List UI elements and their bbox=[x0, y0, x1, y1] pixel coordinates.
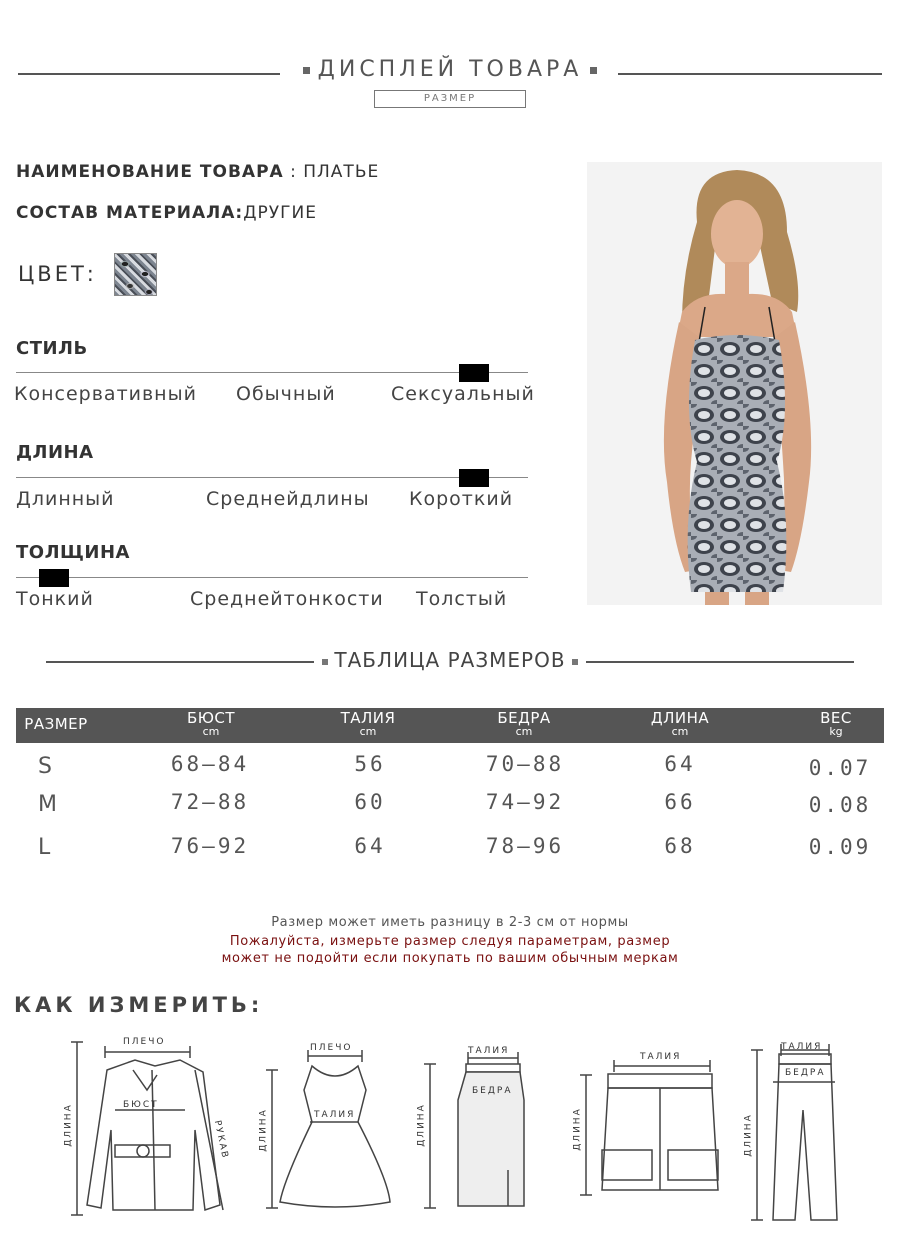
label-length: ДЛИНА bbox=[572, 1107, 583, 1151]
size-table-title bbox=[0, 648, 900, 672]
label-sleeve: РУКАВ bbox=[211, 1119, 230, 1161]
label-shoulder: ПЛЕЧО bbox=[310, 1043, 353, 1053]
label-bust: БЮСТ bbox=[123, 1100, 159, 1110]
bullet-square-icon bbox=[590, 67, 597, 74]
label-length: ДЛИНА bbox=[63, 1103, 74, 1147]
scale-line-thickness bbox=[16, 577, 528, 578]
scale-option-thick: Толстый bbox=[416, 588, 508, 610]
header-bust-unit: cm bbox=[202, 725, 220, 738]
bullet-square-icon bbox=[322, 659, 328, 665]
header-bust bbox=[161, 708, 261, 743]
header-waist bbox=[318, 708, 418, 743]
header-waist-label: ТАЛИЯ bbox=[340, 709, 396, 727]
label-waist: ТАЛИЯ bbox=[468, 1046, 510, 1056]
label-length: ДЛИНА bbox=[416, 1103, 427, 1147]
material-row bbox=[16, 203, 317, 223]
note-size-difference: Размер может иметь разницу в 2-3 см от нормы bbox=[271, 915, 629, 930]
page-title bbox=[0, 57, 900, 82]
model-illustration bbox=[587, 162, 882, 605]
scale-option-sexy: Сексуальный bbox=[391, 383, 535, 405]
table-row-size: M bbox=[38, 792, 57, 817]
scale-title-style: СТИЛЬ bbox=[16, 338, 88, 359]
scale-option-medium-thickness: Среднейтонкости bbox=[190, 588, 384, 610]
scale-option-conservative: Консервативный bbox=[14, 383, 197, 405]
table-cell-bust: 68–84 bbox=[170, 752, 250, 776]
product-name-value: : ПЛАТЬЕ bbox=[290, 162, 380, 182]
table-cell-length: 64 bbox=[664, 752, 696, 776]
material-label: СОСТАВ МАТЕРИАЛА: bbox=[16, 203, 244, 223]
header-waist-unit: cm bbox=[359, 725, 377, 738]
table-cell-waist: 60 bbox=[354, 790, 386, 814]
material-value: ДРУГИЕ bbox=[243, 203, 317, 223]
table-cell-bust: 72–88 bbox=[170, 790, 250, 814]
scale-option-long: Длинный bbox=[16, 488, 115, 510]
table-cell-bust: 76–92 bbox=[170, 834, 250, 858]
table-row-size: S bbox=[38, 754, 52, 779]
label-waist: ТАЛИЯ bbox=[781, 1042, 823, 1052]
product-name-row bbox=[16, 162, 379, 182]
table-cell-hips: 78–96 bbox=[485, 834, 565, 858]
scale-title-thickness: ТОЛЩИНА bbox=[16, 542, 130, 563]
scale-marker-thickness bbox=[39, 569, 69, 587]
header-weight-label: ВЕС bbox=[820, 709, 852, 727]
header-bust-label: БЮСТ bbox=[186, 709, 236, 727]
bullet-square-icon bbox=[303, 67, 310, 74]
scale-option-medium-length: Среднейдлины bbox=[206, 488, 370, 510]
product-photo bbox=[587, 162, 882, 605]
table-cell-length: 68 bbox=[664, 834, 696, 858]
label-length: ДЛИНА bbox=[743, 1113, 754, 1157]
header-length-unit: cm bbox=[671, 725, 689, 738]
table-cell-waist: 56 bbox=[354, 752, 386, 776]
scale-line-style bbox=[16, 372, 528, 373]
scale-line-length bbox=[16, 477, 528, 478]
table-cell-waist: 64 bbox=[354, 834, 386, 858]
table-cell-hips: 74–92 bbox=[485, 790, 565, 814]
header-weight-unit: kg bbox=[829, 725, 843, 738]
header-size bbox=[16, 708, 96, 743]
note-measure-warning-2: может не подойти если покупать по вашим обычным меркам bbox=[221, 951, 679, 966]
product-name-label: НАИМЕНОВАНИЕ ТОВАРА bbox=[16, 162, 284, 182]
table-cell-hips: 70–88 bbox=[485, 752, 565, 776]
label-hips: БЕДРА bbox=[785, 1068, 826, 1078]
header-hips-label: БЕДРА bbox=[497, 709, 551, 727]
measure-diagram-dress bbox=[258, 1030, 398, 1215]
header-weight bbox=[786, 708, 886, 743]
color-swatch[interactable] bbox=[114, 253, 157, 296]
header-length bbox=[630, 708, 730, 743]
scale-marker-style bbox=[459, 364, 489, 382]
measure-diagram-trousers bbox=[745, 1030, 855, 1225]
header-hips-unit: cm bbox=[515, 725, 533, 738]
measure-diagram-jacket bbox=[55, 1030, 240, 1225]
label-shoulder: ПЛЕЧО bbox=[123, 1037, 166, 1047]
measure-diagram-shorts bbox=[568, 1030, 738, 1205]
measure-diagram-skirt bbox=[412, 1030, 542, 1215]
color-label: ЦВЕТ: bbox=[18, 262, 97, 286]
table-cell-weight: 0.08 bbox=[808, 793, 872, 817]
table-cell-length: 66 bbox=[664, 790, 696, 814]
header-size-label: РАЗМЕР bbox=[24, 715, 88, 733]
label-waist: ТАЛИЯ bbox=[314, 1110, 356, 1120]
label-hips: БЕДРА bbox=[472, 1086, 513, 1096]
table-row-size: L bbox=[38, 835, 51, 860]
page-title-text: ДИСПЛЕЙ ТОВАРА bbox=[317, 57, 583, 82]
scale-option-casual: Обычный bbox=[236, 383, 336, 405]
header-length-label: ДЛИНА bbox=[650, 709, 710, 727]
scale-title-length: ДЛИНА bbox=[16, 442, 94, 463]
label-waist: ТАЛИЯ bbox=[640, 1052, 682, 1062]
size-subtitle-box: РАЗМЕР bbox=[374, 90, 526, 108]
how-to-measure-title: КАК ИЗМЕРИТЬ: bbox=[14, 993, 264, 1017]
bullet-square-icon bbox=[572, 659, 578, 665]
scale-marker-length bbox=[459, 469, 489, 487]
label-length: ДЛИНА bbox=[258, 1108, 269, 1152]
size-table-header bbox=[16, 708, 884, 743]
table-cell-weight: 0.07 bbox=[808, 756, 872, 780]
scale-option-thin: Тонкий bbox=[16, 588, 94, 610]
size-table-title-text: ТАБЛИЦА РАЗМЕРОВ bbox=[334, 648, 566, 672]
table-cell-weight: 0.09 bbox=[808, 835, 872, 859]
scale-option-short: Короткий bbox=[409, 488, 514, 510]
note-measure-warning-1: Пожалуйста, измерьте размер следуя параметрам, размер bbox=[229, 934, 671, 949]
header-hips bbox=[474, 708, 574, 743]
